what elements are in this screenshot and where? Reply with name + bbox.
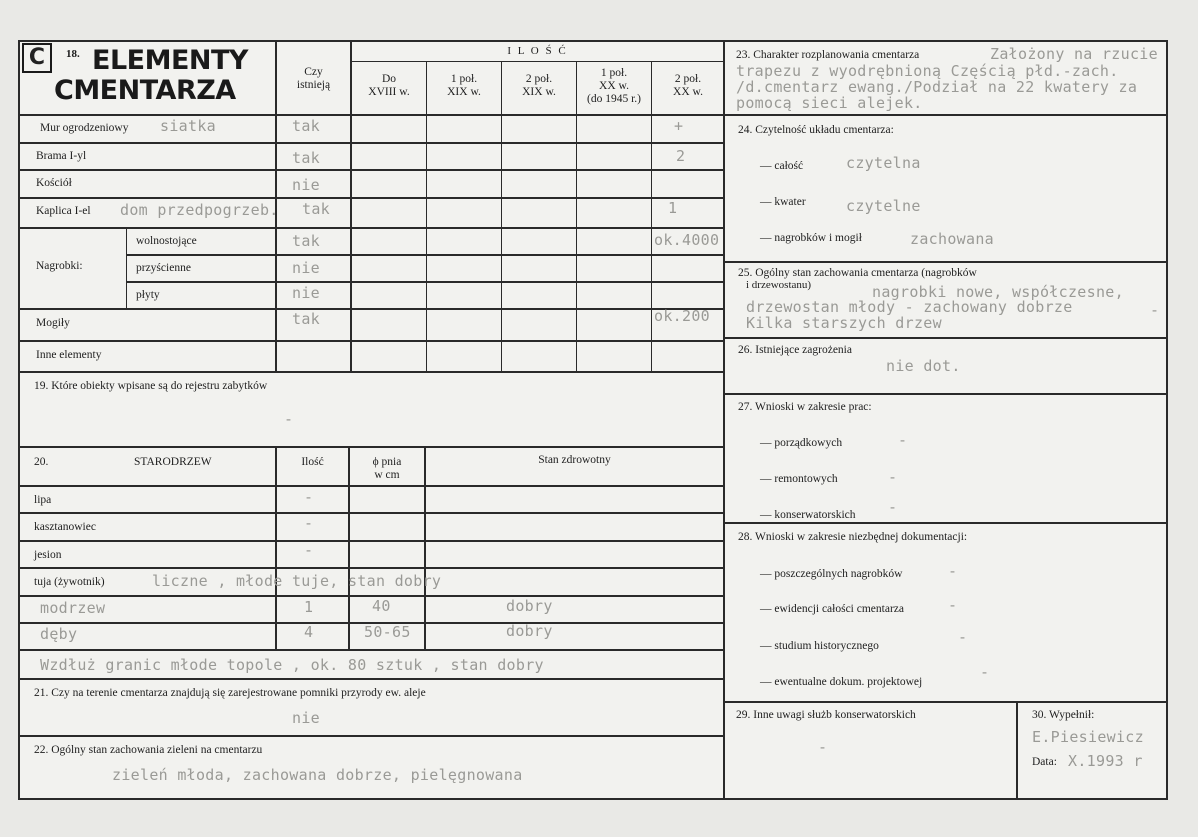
section30-date-value: X.1993 r	[1068, 752, 1143, 770]
nagrobki-wolnostojace-exists: tak	[292, 232, 320, 250]
nagrobki-plyty-label: płyty	[136, 289, 160, 301]
tree-tuja-note: liczne , młode tuje, stan dobry	[152, 572, 442, 590]
section25-line2: drzewostan młody - zachowany dobrze	[746, 298, 1073, 316]
section24-label: 24. Czytelność układu cmentarza:	[738, 124, 894, 136]
section20-extra-note: Wzdłuż granic młode topole , ok. 80 sztuk , stan dobry	[40, 656, 544, 674]
inne-elementy-label: Inne elementy	[36, 349, 102, 361]
section18-number: 18.	[66, 48, 80, 60]
rule	[723, 337, 1168, 339]
section23-label: 23. Charakter rozplanowania cmentarza	[736, 49, 920, 61]
period-col-5-line1: 2 poł.	[674, 73, 702, 85]
section25-label-line1: 25. Ogólny stan zachowania cmentarza (nagrobków	[738, 267, 977, 279]
mogily-exists: tak	[292, 310, 320, 328]
section20-col-diam-line1: ϕ pnia	[372, 456, 402, 468]
form-card	[18, 40, 1168, 800]
section19-label: 19. Które obiekty wpisane są do rejestru zabytków	[34, 380, 268, 392]
section28-item3-value: -	[958, 628, 968, 646]
row-exists-kaplica: tak	[302, 200, 330, 218]
period-col-4-line2: XX w.	[599, 80, 629, 92]
rule	[18, 169, 725, 171]
section18-title-line1: ELEMENTY	[92, 45, 248, 76]
section21-label: 21. Czy na terenie cmentarza znajdują się zarejestrowane pomniki przyrody ew. aleje	[34, 687, 426, 699]
tree-lipa-qty: -	[304, 488, 314, 506]
corner-letter-box: C	[22, 43, 52, 73]
row-qty-brama: 2	[676, 147, 686, 165]
tree-modrzew-health: dobry	[506, 597, 553, 615]
section27-item1-value: -	[898, 431, 908, 449]
section20-title: STARODRZEW	[134, 456, 212, 468]
section30-label: 30. Wypełnił:	[1032, 709, 1095, 721]
rule	[576, 61, 577, 371]
section23-line2: trapezu z wyodrębnioną Częścią płd.-zach.	[736, 62, 1119, 80]
rule	[18, 227, 725, 229]
tree-deby-label: dęby	[40, 625, 78, 643]
row-note-kaplica: dom przedpogrzeb.	[120, 201, 279, 219]
section28-item2-label: — ewidencji całości cmentarza	[760, 603, 904, 615]
section28-item4-label: — ewentualne dokum. projektowej	[760, 676, 923, 688]
tree-deby-qty: 4	[304, 623, 314, 641]
rule	[18, 567, 725, 569]
section20-number: 20.	[34, 456, 49, 468]
tree-jesion-qty: -	[304, 541, 314, 559]
section24-item3-label: — nagrobków i mogił	[760, 232, 862, 244]
section23-line1: Założony na rzucie	[990, 45, 1158, 63]
rule	[18, 649, 725, 651]
rule	[723, 522, 1168, 524]
rule	[18, 735, 725, 737]
rule	[18, 485, 725, 487]
section24-item3-value: zachowana	[910, 230, 994, 248]
tree-kasztanowiec-qty: -	[304, 514, 314, 532]
section23-line4: pomocą sieci alejek.	[736, 94, 923, 112]
mogily-label: Mogiły	[36, 317, 70, 329]
rule	[723, 393, 1168, 395]
section30-name: E.Piesiewicz	[1032, 728, 1144, 746]
rule	[18, 371, 725, 373]
period-col-2-line2: XIX w.	[447, 86, 481, 98]
section26-label: 26. Istniejące zagrożenia	[738, 344, 852, 356]
nagrobki-wolnostojace-qty: ok.4000	[654, 231, 720, 249]
period-col-5-line2: XX w.	[673, 86, 703, 98]
rule	[723, 701, 1168, 703]
rule	[18, 678, 725, 680]
section25-label-line2: i drzewostanu)	[746, 279, 812, 291]
section22-value: zieleń młoda, zachowana dobrze, pielęgnowana	[112, 766, 523, 784]
rule	[350, 61, 725, 62]
col-exists-line1: Czy	[304, 66, 323, 78]
section25-line3: Kilka starszych drzew	[746, 314, 942, 332]
period-col-3-line1: 2 poł.	[525, 73, 553, 85]
section27-item2-value: -	[888, 468, 898, 486]
rule	[424, 446, 426, 649]
section26-value: nie dot.	[886, 357, 961, 375]
period-col-4-line3: (do 1945 r.)	[587, 93, 641, 105]
row-qty-kaplica: 1	[668, 199, 678, 217]
col-ilosc-header: I L O Ś Ć	[507, 45, 568, 57]
rule	[18, 308, 725, 310]
section20-col-diam-line2: w cm	[374, 469, 400, 481]
section25-line1: nagrobki nowe, współczesne,	[872, 283, 1124, 301]
tree-deby-health: dobry	[506, 622, 553, 640]
section19-value: -	[284, 410, 294, 428]
rule	[501, 61, 502, 371]
period-col-1-line2: XVIII w.	[368, 86, 410, 98]
section24-item1-label: — całość	[760, 160, 804, 172]
rule	[18, 114, 725, 116]
col-exists-line2: istnieją	[296, 79, 331, 91]
section22-label: 22. Ogólny stan zachowania zieleni na cmentarzu	[34, 744, 263, 756]
rule	[18, 197, 725, 199]
tree-jesion-label: jesion	[34, 549, 62, 561]
nagrobki-przyscienne-label: przyścienne	[136, 262, 191, 274]
rule	[18, 340, 725, 342]
rule	[651, 61, 652, 371]
section27-item2-label: — remontowych	[760, 473, 838, 485]
nagrobki-wolnostojace-label: wolnostojące	[136, 235, 197, 247]
rule	[126, 227, 127, 308]
row-label-mur: Mur ogrodzeniowy	[40, 122, 129, 134]
row-qty-mur: +	[674, 117, 684, 135]
section20-col-qty: Ilość	[301, 456, 324, 468]
rule	[426, 61, 427, 371]
row-label-kosciol: Kościół	[36, 177, 72, 189]
nagrobki-przyscienne-exists: nie	[292, 259, 320, 277]
tree-modrzew-qty: 1	[304, 598, 314, 616]
section28-item1-label: — poszczególnych nagrobków	[760, 568, 903, 580]
rule	[275, 446, 277, 649]
section30-date-label: Data:	[1032, 756, 1057, 768]
row-exists-brama: tak	[292, 149, 320, 167]
section29-value: -	[818, 738, 828, 756]
section27-item3-label: — konserwatorskich	[760, 509, 856, 521]
nagrobki-label: Nagrobki:	[36, 260, 83, 272]
tree-deby-diam: 50-65	[364, 623, 411, 641]
period-col-2-line1: 1 poł.	[450, 73, 478, 85]
section28-item4-value: -	[980, 663, 990, 681]
section23-line3: /d.cmentarz ewang./Podział na 22 kwatery za	[736, 78, 1138, 96]
section29-label: 29. Inne uwagi służb konserwatorskich	[736, 709, 916, 721]
section18-title-line2: CMENTARZA	[54, 75, 236, 106]
rule	[723, 40, 725, 800]
section28-label: 28. Wnioski w zakresie niezbędnej dokumentacji:	[738, 531, 968, 543]
row-note-mur: siatka	[160, 117, 216, 135]
row-exists-mur: tak	[292, 117, 320, 135]
rule	[18, 142, 725, 144]
tree-modrzew-diam: 40	[372, 597, 391, 615]
tree-modrzew-label: modrzew	[40, 599, 106, 617]
rule	[723, 261, 1168, 263]
mogily-qty: ok.200	[654, 307, 710, 325]
section24-item1-value: czytelna	[846, 154, 921, 172]
section20-col-health: Stan zdrowotny	[538, 454, 611, 466]
tree-tuja-label: tuja (żywotnik)	[34, 576, 105, 588]
section27-label: 27. Wnioski w zakresie prac:	[738, 401, 872, 413]
row-label-brama: Brama I-yl	[36, 150, 87, 162]
section28-item3-label: — studium historycznego	[760, 640, 879, 652]
row-exists-kosciol: nie	[292, 176, 320, 194]
rule	[723, 114, 1168, 116]
period-col-3-line2: XIX w.	[522, 86, 556, 98]
section24-item2-value: czytelne	[846, 197, 921, 215]
period-col-4-line1: 1 poł.	[600, 67, 628, 79]
section25-dash: -	[1150, 301, 1160, 319]
section21-value: nie	[292, 709, 320, 727]
period-col-1-line1: Do	[381, 73, 397, 85]
rule	[1016, 701, 1018, 800]
rule	[18, 512, 725, 514]
row-label-kaplica: Kaplica I-el	[36, 205, 91, 217]
section28-item2-value: -	[948, 596, 958, 614]
section27-item1-label: — porządkowych	[760, 437, 843, 449]
tree-lipa-label: lipa	[34, 494, 52, 506]
rule	[18, 446, 725, 448]
nagrobki-plyty-exists: nie	[292, 284, 320, 302]
section24-item2-label: — kwater	[760, 196, 806, 208]
tree-kasztanowiec-label: kasztanowiec	[34, 521, 96, 533]
section27-item3-value: -	[888, 498, 898, 516]
rule	[18, 540, 725, 542]
section28-item1-value: -	[948, 562, 958, 580]
